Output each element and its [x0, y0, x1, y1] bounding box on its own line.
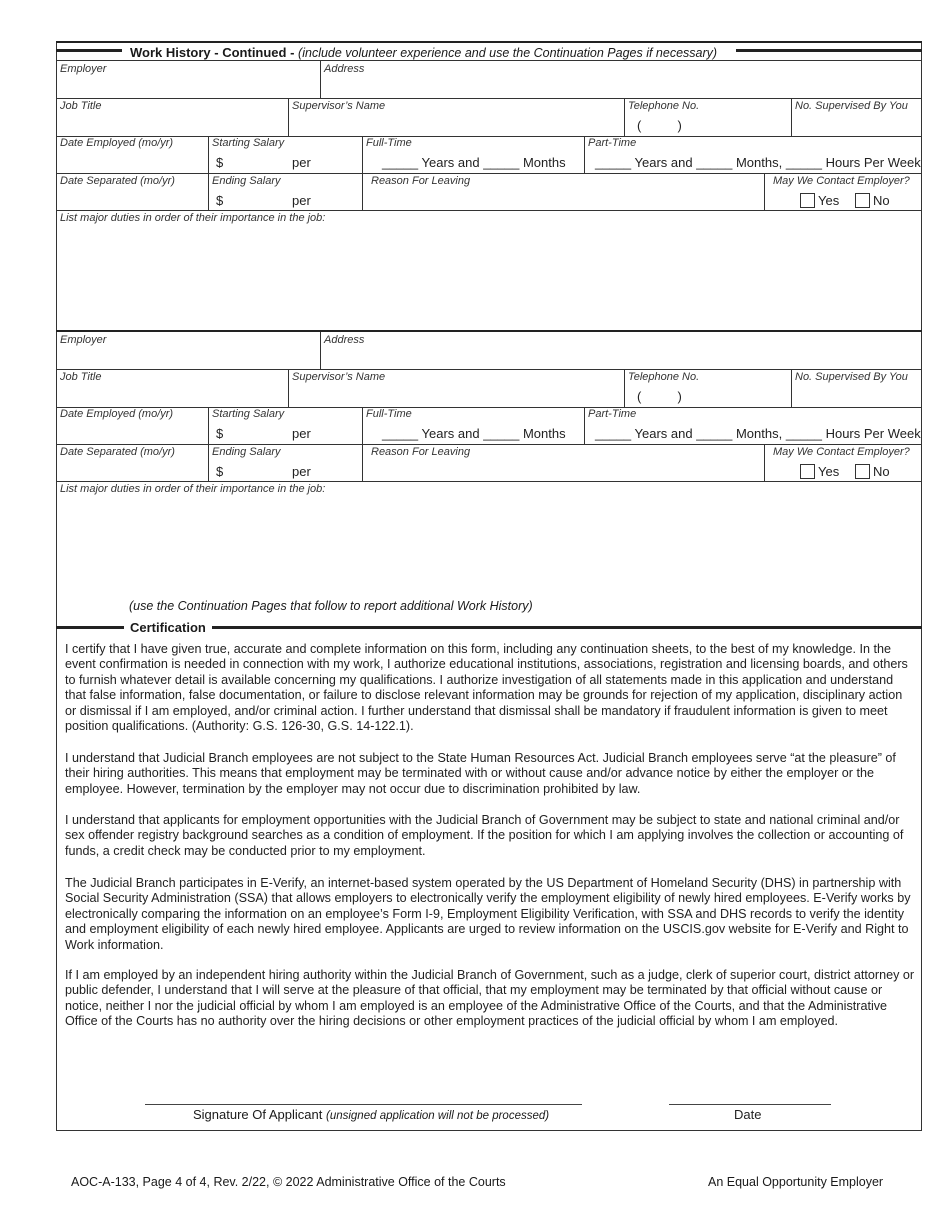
row-divider — [624, 98, 625, 136]
block-separator — [56, 330, 922, 332]
starting-salary-label: Starting Salary — [212, 408, 285, 420]
per-label: per — [292, 426, 311, 441]
address-field[interactable] — [324, 346, 918, 366]
contact-label: May We Contact Employer? — [773, 446, 910, 458]
no-label: No — [873, 464, 890, 479]
reason-label: Reason For Leaving — [371, 175, 471, 187]
duties-label: List major duties in order of their importance in the job: — [60, 212, 326, 224]
contact-yes-checkbox[interactable] — [800, 464, 815, 479]
part-time-duration[interactable]: _____ Years and _____ Months, _____ Hours Per Week — [595, 426, 921, 441]
certification-title: Certification — [124, 620, 212, 635]
dollar-sign: $ — [216, 426, 224, 441]
supervised-label: No. Supervised By You — [795, 100, 908, 112]
row-divider — [791, 369, 792, 407]
row-divider — [624, 369, 625, 407]
date-employed-label: Date Employed (mo/yr) — [60, 137, 174, 149]
duties-label: List major duties in order of their importance in the job: — [60, 483, 326, 495]
supervisor-label: Supervisor’s Name — [292, 371, 386, 383]
employer-label: Employer — [60, 334, 107, 346]
row-divider — [764, 444, 765, 481]
no-label: No — [873, 193, 890, 208]
row-rule — [56, 481, 922, 482]
address-label: Address — [324, 63, 365, 75]
telephone-label: Telephone No. — [628, 100, 700, 112]
row-rule — [56, 98, 922, 99]
date-employed-label: Date Employed (mo/yr) — [60, 408, 174, 420]
certification-paragraph: I understand that applicants for employment opportunities with the Judicial Branch of Government may be subject to state and national criminal and/or sex offender registry background searches as a condition of employment. If the position for which I am applying involves the collection or accounting of funds, a credit check may be conducted prior to my employment. — [65, 813, 904, 858]
date-separated-label: Date Separated (mo/yr) — [60, 175, 175, 187]
header-bottom-rule — [56, 60, 922, 61]
dollar-sign: $ — [216, 464, 224, 479]
supervisor-label: Supervisor’s Name — [292, 100, 386, 112]
date-label: Date — [734, 1107, 762, 1122]
footer-eoe: An Equal Opportunity Employer — [708, 1175, 884, 1189]
telephone-field[interactable]: ( ) — [637, 389, 682, 404]
per-label: per — [292, 193, 311, 208]
full-time-label: Full-Time — [366, 408, 412, 420]
part-time-duration[interactable]: _____ Years and _____ Months, _____ Hours Per Week — [595, 155, 921, 170]
signature-label: Signature Of Applicant (unsigned application will not be processed) — [193, 1107, 550, 1122]
duties-field[interactable] — [60, 226, 918, 328]
dollar-sign: $ — [216, 193, 224, 208]
frame-bottom — [56, 1130, 922, 1131]
row-rule — [56, 173, 922, 174]
header-rule-left — [56, 49, 122, 52]
employer-field[interactable] — [60, 346, 316, 366]
full-time-label: Full-Time — [366, 137, 412, 149]
employer-field[interactable] — [60, 75, 316, 95]
row-divider — [288, 98, 289, 136]
full-time-duration[interactable]: _____ Years and _____ Months — [382, 426, 566, 441]
yes-label: Yes — [818, 193, 840, 208]
row-divider — [764, 173, 765, 210]
row-divider — [288, 369, 289, 407]
telephone-label: Telephone No. — [628, 371, 700, 383]
supervised-label: No. Supervised By You — [795, 371, 908, 383]
reason-label: Reason For Leaving — [371, 446, 471, 458]
certification-paragraph: I certify that I have given true, accurate and complete information on this form, including any continuation sheets, to the best of my knowledge. In the event confirmation is needed in connection with my work, I authorize educational institutions, associations, registration and licensing boards, and others to furnish whatever detail is available concerning my qualifications. I authorize investigation of all statements made in this application and understand that false information, false documentation, or failure to disclose relevant information may be grounds for rejection of my application, disciplinary action or dismissal if I am employed, and/or criminal action. I further understand that dismissal shall be mandatory if fraudulent information is given to meet position qualifications. (Authority: G.S. 126-30, G.S. 14-122.1). — [65, 642, 908, 734]
continuation-note: (use the Continuation Pages that follow to report additional Work History) — [129, 599, 533, 613]
address-field[interactable] — [324, 75, 918, 95]
row-rule — [56, 136, 922, 137]
per-label: per — [292, 155, 311, 170]
signature-line[interactable] — [145, 1104, 582, 1105]
row-divider — [320, 332, 321, 369]
job-title-label: Job Title — [60, 100, 102, 112]
date-line[interactable] — [669, 1104, 831, 1105]
contact-no-checkbox[interactable] — [855, 193, 870, 208]
row-divider — [584, 136, 585, 173]
header-rule-right — [736, 49, 922, 52]
dollar-sign: $ — [216, 155, 224, 170]
frame-left — [56, 41, 57, 1131]
row-rule — [56, 407, 922, 408]
row-rule — [56, 444, 922, 445]
section-title: Work History - Continued - (include volunteer experience and use the Continuation Pages if necessary) — [130, 45, 718, 60]
date-separated-label: Date Separated (mo/yr) — [60, 446, 175, 458]
yes-label: Yes — [818, 464, 840, 479]
contact-label: May We Contact Employer? — [773, 175, 910, 187]
row-divider — [791, 98, 792, 136]
certification-paragraph: I understand that Judicial Branch employees are not subject to the State Human Resources Act. Judicial Branch employees serve “at the pleasure” of their hiring authorities. This means that employment may be terminated with or without cause and/or advance notice by either the employer or the employee. However, termination by the employer may not occur due to discrimination prohibited by law. — [65, 751, 896, 796]
certification-paragraph: The Judicial Branch participates in E-Verify, an internet-based system operated by the US Department of Homeland Security (DHS) in partnership with Social Security Administration (SSA) that allows employers to electronically verify the employment eligibility of newly hired employees. E-Verify works by electronically comparing the information on an employee’s Form I-9, Employment Eligibility Verification, with SSA and DHS records to verify the identity and employment eligibility of each newly hired employee. Applicants are urged to review information on the USCIS.gov website for E-Verify and Right to Work information. — [65, 876, 911, 952]
certification-paragraph: If I am employed by an independent hiring authority within the Judicial Branch of Government, such as a judge, clerk of superior court, district attorney or public defender, I understand that I will serve at the pleasure of that official, that my employment may be terminated by that official without cause or notice, neither I nor the judicial official by whom I am employed is an employee of the Administrative Office of the Courts, and that the Administrative Office of the Courts has no authority over the hiring decisions or other employment practices of the judicial official by whom I am employed. — [65, 968, 915, 1029]
part-time-label: Part-Time — [588, 137, 637, 149]
contact-yes-checkbox[interactable] — [800, 193, 815, 208]
duties-field[interactable] — [60, 497, 918, 592]
per-label: per — [292, 464, 311, 479]
job-title-label: Job Title — [60, 371, 102, 383]
frame-right — [921, 41, 922, 1131]
header-top-rule — [56, 41, 922, 43]
row-rule — [56, 369, 922, 370]
footer-form-id: AOC-A-133, Page 4 of 4, Rev. 2/22, © 2022 Administrative Office of the Courts — [71, 1175, 506, 1189]
row-rule — [56, 210, 922, 211]
employer-label: Employer — [60, 63, 107, 75]
contact-no-checkbox[interactable] — [855, 464, 870, 479]
address-label: Address — [324, 334, 365, 346]
starting-salary-label: Starting Salary — [212, 137, 285, 149]
telephone-field[interactable]: ( ) — [637, 118, 682, 133]
ending-salary-label: Ending Salary — [212, 446, 281, 458]
part-time-label: Part-Time — [588, 408, 637, 420]
full-time-duration[interactable]: _____ Years and _____ Months — [382, 155, 566, 170]
row-divider — [584, 407, 585, 444]
row-divider — [320, 60, 321, 98]
ending-salary-label: Ending Salary — [212, 175, 281, 187]
